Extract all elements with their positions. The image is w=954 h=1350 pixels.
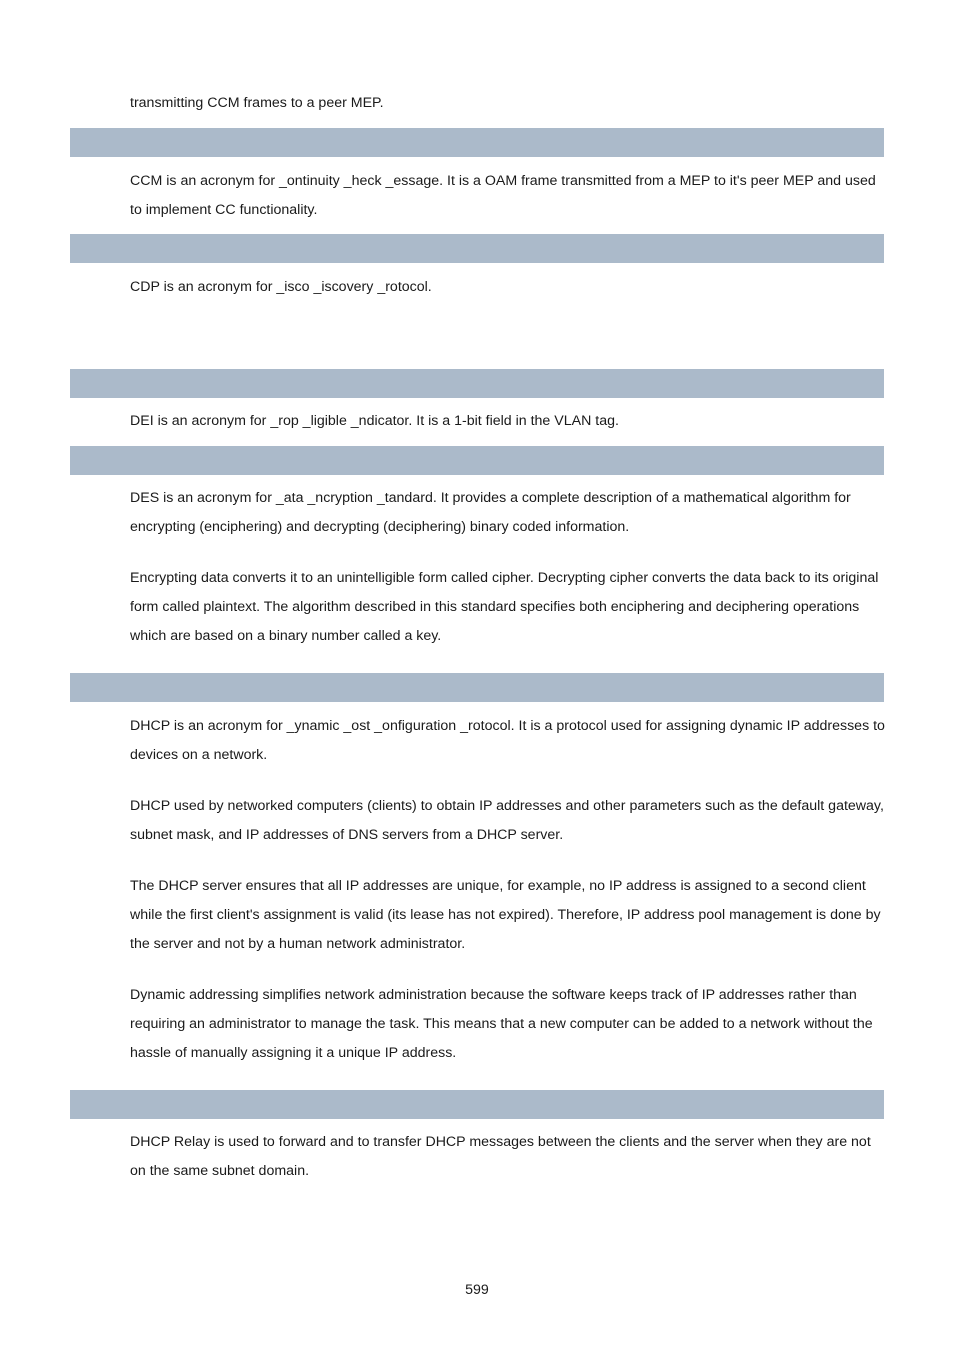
paragraph-dhcp-relay: DHCP Relay is used to forward and to transfer DHCP messages between the clients and the server when they are not on the same subnet domain. [130,1134,871,1179]
section-header-bar-cdp [70,234,884,263]
section-header-bar-des [70,446,884,475]
section-header-bar-dhcp-relay [70,1090,884,1119]
paragraph-ccm-intro-tail: transmitting CCM frames to a peer MEP. [130,95,384,111]
section-header-bar-ccm [70,128,884,157]
paragraph-dhcp-definition: DHCP is an acronym for _ynamic _ost _onfiguration _rotocol. It is a protocol used for assigning dynamic IP addresses to devices on a network. [130,718,885,763]
paragraph-dhcp-dynamic: Dynamic addressing simplifies network administration because the software keeps track of IP addresses rather than requiring an administrator to manage the task. This means that a new computer can be added to a network without the hassle of manually assigning it a unique IP address. [130,987,873,1061]
paragraph-cdp: CDP is an acronym for _isco _iscovery _rotocol. [130,279,432,295]
paragraph-dei: DEI is an acronym for _rop _ligible _ndicator. It is a 1-bit field in the VLAN tag. [130,413,619,429]
paragraph-ccm: CCM is an acronym for _ontinuity _heck _essage. It is a OAM frame transmitted from a MEP to it's peer MEP and used to implement CC functionality. [130,173,876,218]
paragraph-des-definition: DES is an acronym for _ata _ncryption _tandard. It provides a complete description of a mathematical algorithm for encrypting (enciphering) and decrypting (deciphering) binary coded information. [130,490,851,535]
paragraph-dhcp-unique: The DHCP server ensures that all IP addresses are unique, for example, no IP address is assigned to a second client while the first client's assignment is valid (its lease has not expired). Therefore, IP address pool management is done by the server and not by a human network administrator. [130,878,881,952]
page-number: 599 [465,1282,489,1298]
section-header-bar-dhcp [70,673,884,702]
section-header-bar-dei [70,369,884,398]
paragraph-dhcp-usage: DHCP used by networked computers (clients) to obtain IP addresses and other parameters such as the default gateway, subnet mask, and IP addresses of DNS servers from a DHCP server. [130,798,884,843]
paragraph-des-encrypting: Encrypting data converts it to an unintelligible form called cipher. Decrypting cipher converts the data back to its original form called plaintext. The algorithm described in this standard specifies both enciphering and deciphering operations which are based on a binary number called a key. [130,570,879,644]
